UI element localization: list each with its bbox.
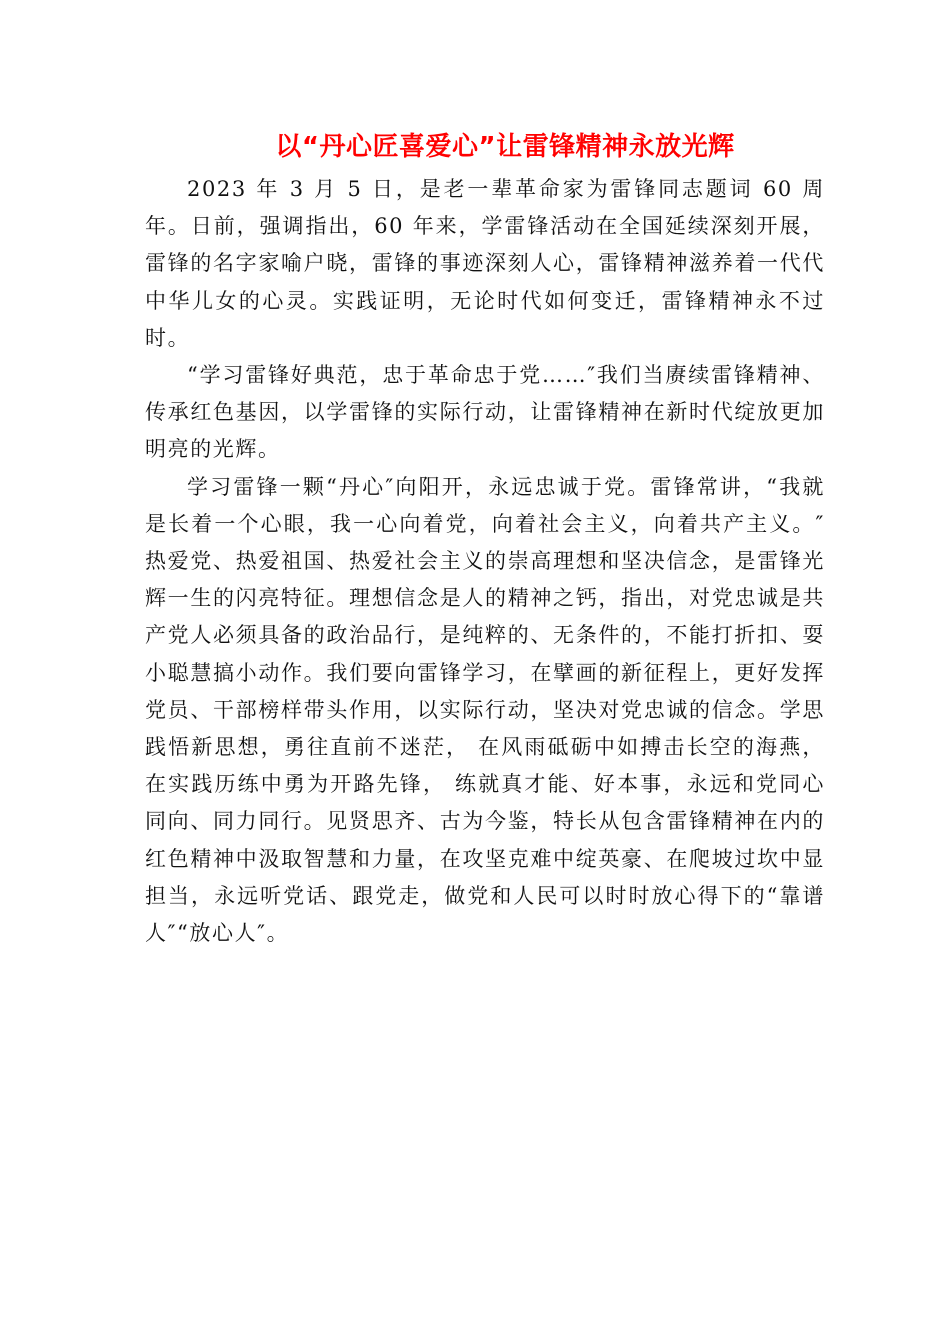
- document-title: 以“丹心匠喜爱心”让雷锋精神永放光辉: [275, 132, 735, 162]
- paragraph: 2023 年 3 月 5 日，是老一辈革命家为雷锋同志题词 60 周年。日前，强调指出，60 年来，学雷锋活动在全国延续深刻开展，雷锋的名字家喻户晓，雷锋的事迹深刻人心，雷锋精神滋养着一代代中华儿女的心灵。实践证明，无论时代如何变迁，雷锋精神永不过时。: [145, 177, 825, 350]
- paragraph: “学习雷锋好典范，忠于革命忠于党……″我们当赓续雷锋精神、传承红色基因，以学雷锋的实际行动，让雷锋精神在新时代绽放更加明亮的光辉。: [145, 363, 825, 462]
- paragraph: 学习雷锋一颗“丹心″向阳开，永远忠诚于党。雷锋常讲，“我就是长着一个心眼，我一心向着党，向着社会主义，向着共产主义。″热爱党、热爱祖国、热爱社会主义的崇高理想和坚决信念，是雷锋光辉一生的闪亮特征。理想信念是人的精神之钙，指出，对党忠诚是共产党人必须具备的政治品行，是纯粹的、无条件的，不能打折扣、耍小聪慧搞小动作。我们要向雷锋学习，在擘画的新征程上，更好发挥党员、干部榜样带头作用，以实际行动，坚决对党忠诚的信念。学思践悟新思想，勇往直前不迷茫， 在风雨砥砺中如搏击长空的海燕，在实践历练中勇为开路先锋， 练就真才能、好本事，永远和党同心同向、同力同行。见贤思齐、古为今鉴，特长从包含雷锋精神在内的红色精神中汲取智慧和力量，在攻坚克难中绽英豪、在爬坡过坎中显担当，永远听党话、跟党走，做党和人民可以时时放心得下的“靠谱人″“放心人″。: [145, 474, 825, 946]
- document-body: [145, 171, 825, 952]
